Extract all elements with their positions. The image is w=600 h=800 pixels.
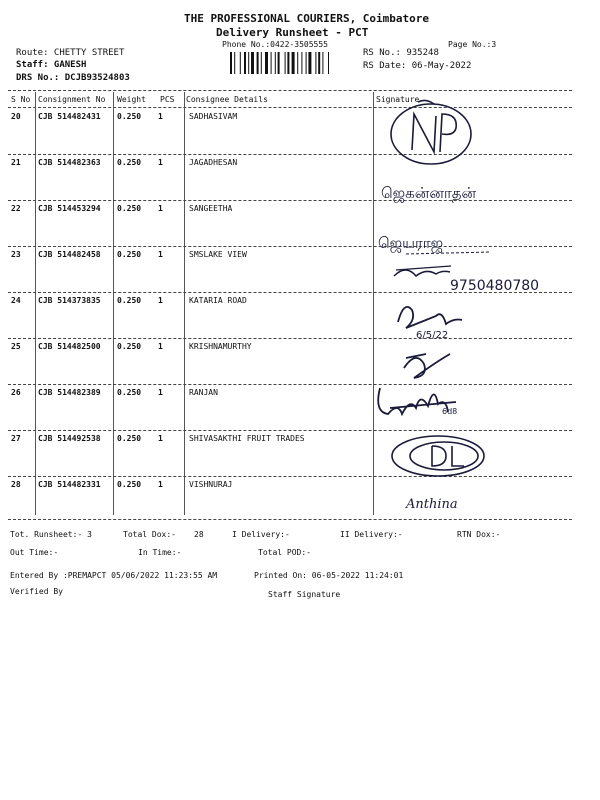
row-pcs: 1	[158, 158, 163, 167]
barcode-bar	[261, 52, 262, 74]
row-consignee: KRISHNAMURTHY	[189, 342, 252, 351]
page-number: Page No.:3	[448, 40, 497, 49]
barcode-bar	[244, 52, 246, 74]
barcode-bar	[292, 52, 295, 74]
row-sno: 21	[11, 158, 21, 167]
company-name: THE PROFESSIONAL COURIERS, Coimbatore	[184, 12, 430, 25]
row-pcs: 1	[158, 434, 163, 443]
row-sno: 26	[11, 388, 21, 397]
col-weight: Weight	[117, 95, 146, 104]
row-consignee: RANJAN	[189, 388, 218, 397]
row-pcs: 1	[158, 250, 163, 259]
rtn-dox: RTN Dox:-	[457, 530, 501, 539]
barcode-bar	[271, 52, 272, 74]
barcode-bar	[297, 52, 298, 74]
signature-row28: Anthina	[406, 497, 458, 512]
barcode-bar	[301, 52, 302, 74]
signature-row23-phone: 9750480780	[450, 278, 540, 294]
barcode-bar	[248, 52, 249, 74]
row-consignee: SANGEETHA	[189, 204, 233, 213]
sheet-title: Delivery Runsheet - PCT	[216, 26, 369, 39]
row-sno: 28	[11, 480, 21, 489]
out-time: Out Time:-	[10, 548, 59, 557]
printed-on: Printed On: 06-05-2022 11:24:01	[254, 571, 404, 580]
verified-by: Verified By	[10, 587, 63, 596]
col-pcs: PCS	[160, 95, 175, 104]
barcode-bar	[306, 52, 307, 74]
col-consignment: Consignment No	[38, 95, 106, 104]
row-sno: 24	[11, 296, 21, 305]
col-sno: S No	[11, 95, 31, 104]
row-pcs: 1	[158, 388, 163, 397]
row-consignee: SHIVASAKTHI FRUIT TRADES	[189, 434, 305, 443]
row-weight: 0.250	[117, 342, 142, 351]
barcode-bar	[234, 52, 235, 74]
barcode	[230, 52, 358, 74]
row-consignment-no: CJB 514482389	[38, 388, 101, 397]
signature-row25-scribble	[404, 354, 450, 378]
barcode-bar	[265, 52, 268, 74]
i-delivery: I Delivery:-	[232, 530, 290, 539]
barcode-bar	[308, 52, 311, 74]
entered-by: Entered By :PREMAPCT 05/06/2022 11:23:55 AM	[10, 571, 218, 580]
in-time: In Time:-	[138, 548, 182, 557]
signature-dl-icon	[392, 436, 484, 476]
signature-row26-note: 6d8	[442, 407, 458, 416]
total-pod: Total POD:-	[258, 548, 311, 557]
row-weight: 0.250	[117, 296, 142, 305]
barcode-bar	[251, 52, 254, 74]
barcode-bar	[287, 52, 289, 74]
signature-row21: ஜெகன்னாதன்	[381, 184, 477, 202]
row-consignee: VISHNURAJ	[189, 480, 233, 489]
row-consignment-no: CJB 514373835	[38, 296, 101, 305]
barcode-bar	[285, 52, 286, 74]
row-weight: 0.250	[117, 434, 142, 443]
total-dox-label: Total Dox:-	[123, 530, 176, 539]
row-consignee: JAGADHESAN	[189, 158, 238, 167]
route-label: Route: CHETTY STREET	[16, 48, 125, 58]
barcode-bar	[240, 52, 241, 74]
total-dox-value: 28	[194, 530, 204, 539]
col-divider	[373, 92, 374, 515]
row-weight: 0.250	[117, 250, 142, 259]
row-pcs: 1	[158, 112, 163, 121]
row-consignment-no: CJB 514482458	[38, 250, 101, 259]
barcode-bar	[275, 52, 276, 74]
rs-number: RS No.: 935248	[363, 48, 439, 58]
barcode-bar	[257, 52, 259, 74]
row-pcs: 1	[158, 296, 163, 305]
table-bottom-rule	[8, 519, 572, 520]
col-consignee: Consignee Details	[186, 95, 268, 104]
signature-row23-scribble	[394, 270, 450, 276]
row-consignee: SMSLAKE VIEW	[189, 250, 247, 259]
table-top-rule	[8, 90, 572, 91]
row-consignment-no: CJB 514482431	[38, 112, 101, 121]
row-consignment-no: CJB 514482331	[38, 480, 101, 489]
rs-date: RS Date: 06-May-2022	[363, 61, 472, 71]
row-weight: 0.250	[117, 112, 142, 121]
barcode-bar	[315, 52, 316, 74]
row-weight: 0.250	[117, 388, 142, 397]
ii-delivery: II Delivery:-	[340, 530, 403, 539]
signature-area	[376, 92, 576, 522]
signature-row24-scribble	[398, 307, 462, 328]
col-divider	[113, 92, 114, 515]
row-weight: 0.250	[117, 480, 142, 489]
barcode-bar	[278, 52, 280, 74]
signature-np-icon	[391, 100, 471, 164]
signature-row24-date: 6/5/22	[416, 330, 449, 341]
row-sno: 27	[11, 434, 21, 443]
barcode-bar	[318, 52, 320, 74]
row-weight: 0.250	[117, 158, 142, 167]
row-pcs: 1	[158, 480, 163, 489]
col-divider	[184, 92, 185, 515]
tot-runsheet: Tot. Runsheet:- 3	[10, 530, 92, 539]
row-consignee: SADHASIVAM	[189, 112, 238, 121]
row-consignment-no: CJB 514453294	[38, 204, 101, 213]
drs-number: DRS No.: DCJB93524803	[16, 73, 130, 83]
phone-number: Phone No.:0422-3505555	[222, 40, 328, 49]
row-consignment-no: CJB 514492538	[38, 434, 101, 443]
row-consignment-no: CJB 514482363	[38, 158, 101, 167]
staff-label: Staff: GANESH	[16, 60, 87, 70]
row-pcs: 1	[158, 342, 163, 351]
row-consignee: KATARIA ROAD	[189, 296, 247, 305]
row-pcs: 1	[158, 204, 163, 213]
row-weight: 0.250	[117, 204, 142, 213]
row-consignment-no: CJB 514482500	[38, 342, 101, 351]
row-sno: 20	[11, 112, 21, 121]
row-sno: 22	[11, 204, 21, 213]
barcode-bar	[230, 52, 232, 74]
row-sno: 25	[11, 342, 21, 351]
col-signature: Signature	[376, 95, 420, 104]
barcode-bar	[328, 52, 329, 74]
row-sno: 23	[11, 250, 21, 259]
staff-signature: Staff Signature	[268, 590, 341, 599]
col-divider	[35, 92, 36, 515]
signature-row22: ஜெயராஜ	[378, 234, 444, 252]
barcode-bar	[322, 52, 323, 74]
